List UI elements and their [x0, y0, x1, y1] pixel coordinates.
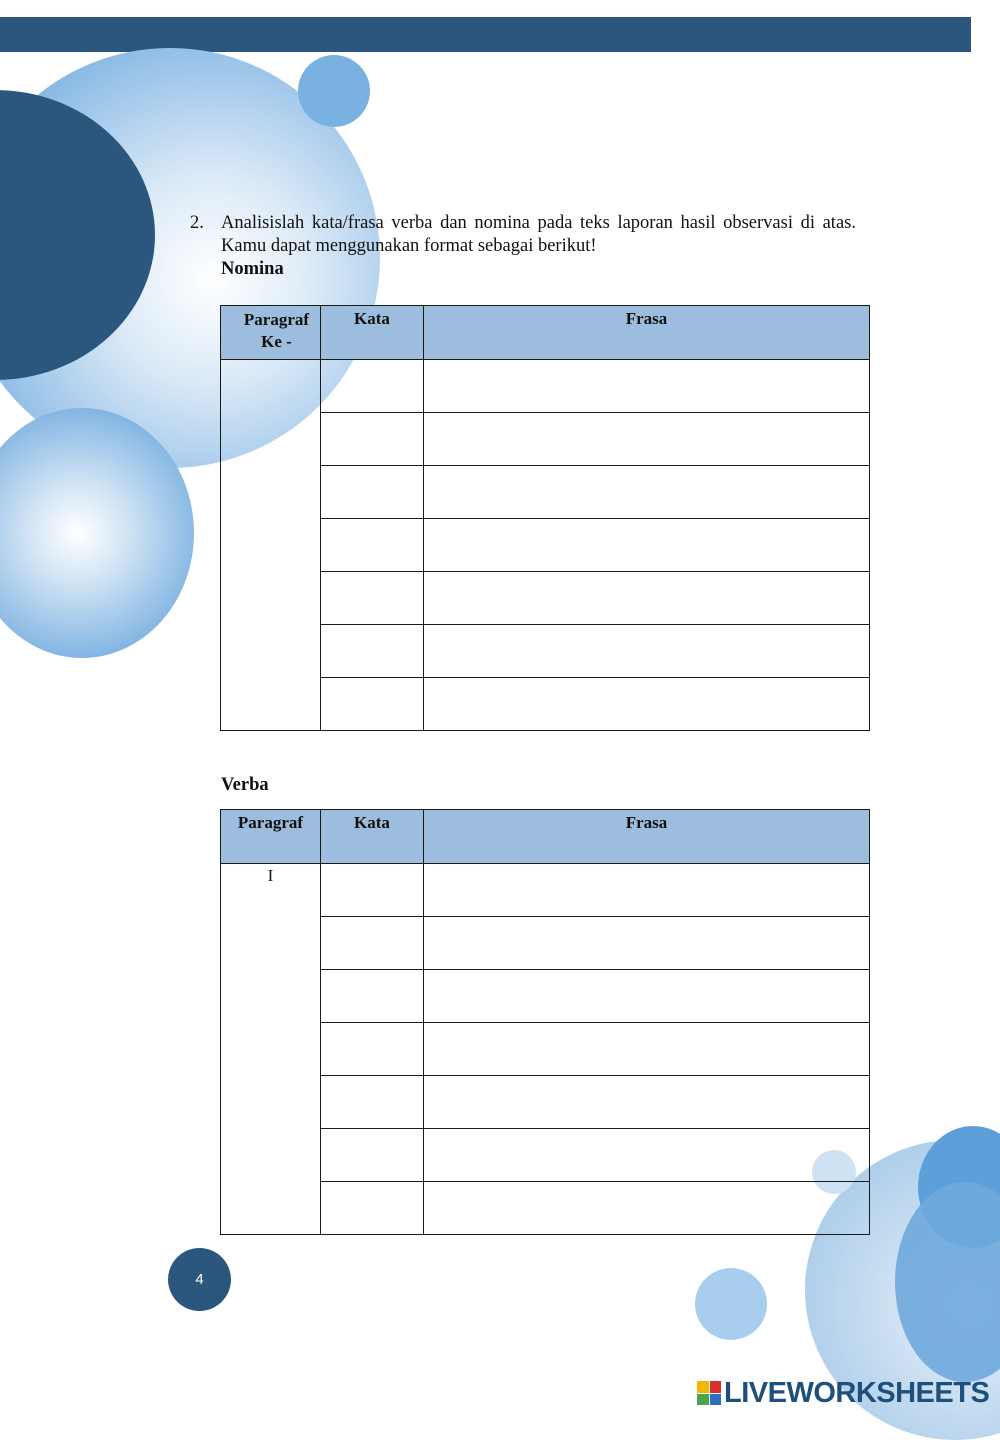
verba-phrase-cell[interactable] [424, 1023, 870, 1076]
verba-word-cell[interactable] [321, 1182, 424, 1235]
verba-phrase-cell[interactable] [424, 1182, 870, 1235]
verba-paragraph-cell[interactable]: I [221, 864, 321, 1235]
nomina-header-phrase: Frasa [424, 306, 870, 360]
nomina-word-cell[interactable] [321, 519, 424, 572]
verba-header-phrase: Frasa [424, 810, 870, 864]
verba-word-cell[interactable] [321, 1076, 424, 1129]
nomina-word-cell[interactable] [321, 625, 424, 678]
verba-word-cell[interactable] [321, 917, 424, 970]
question-number: 2. [190, 213, 204, 233]
nomina-word-cell[interactable] [321, 678, 424, 731]
nomina-word-cell[interactable] [321, 413, 424, 466]
verba-phrase-cell[interactable] [424, 970, 870, 1023]
verba-phrase-cell[interactable] [424, 917, 870, 970]
question-text: Analisislah kata/frasa verba dan nomina pada teks laporan hasil observasi di atas. Kamu dapat menggunakan format sebagai berikut! [221, 213, 856, 256]
verba-title: Verba [221, 775, 269, 795]
verba-header-word: Kata [321, 810, 424, 864]
nomina-table [220, 305, 870, 731]
verba-phrase-cell[interactable] [424, 1076, 870, 1129]
verba-phrase-cell[interactable] [424, 1129, 870, 1182]
page-number: 4 [168, 1248, 231, 1311]
decor-circle-bottom-mid [695, 1268, 767, 1340]
nomina-phrase-cell[interactable] [424, 519, 870, 572]
brand-watermark [697, 1376, 989, 1410]
nomina-phrase-cell[interactable] [424, 625, 870, 678]
brand-name: LIVEWORKSHEETS [724, 1376, 990, 1409]
nomina-word-cell[interactable] [321, 360, 424, 413]
liveworksheets-logo-icon [697, 1381, 721, 1405]
nomina-header-paragraph: Paragraf Ke - [221, 306, 321, 360]
verba-header-paragraph: Paragraf [221, 810, 321, 864]
nomina-header-word: Kata [321, 306, 424, 360]
top-bar [0, 17, 971, 52]
nomina-title: Nomina [221, 259, 284, 279]
verba-phrase-cell[interactable] [424, 864, 870, 917]
verba-word-cell[interactable] [321, 1129, 424, 1182]
nomina-word-cell[interactable] [321, 572, 424, 625]
decor-circle-small-top [298, 55, 370, 127]
verba-word-cell[interactable] [321, 864, 424, 917]
nomina-phrase-cell[interactable] [424, 678, 870, 731]
nomina-word-cell[interactable] [321, 466, 424, 519]
nomina-phrase-cell[interactable] [424, 360, 870, 413]
verba-word-cell[interactable] [321, 970, 424, 1023]
nomina-phrase-cell[interactable] [424, 466, 870, 519]
instruction [190, 212, 856, 258]
nomina-phrase-cell[interactable] [424, 413, 870, 466]
verba-table [220, 809, 870, 1235]
verba-word-cell[interactable] [321, 1023, 424, 1076]
nomina-phrase-cell[interactable] [424, 572, 870, 625]
nomina-paragraph-cell[interactable] [221, 360, 321, 731]
